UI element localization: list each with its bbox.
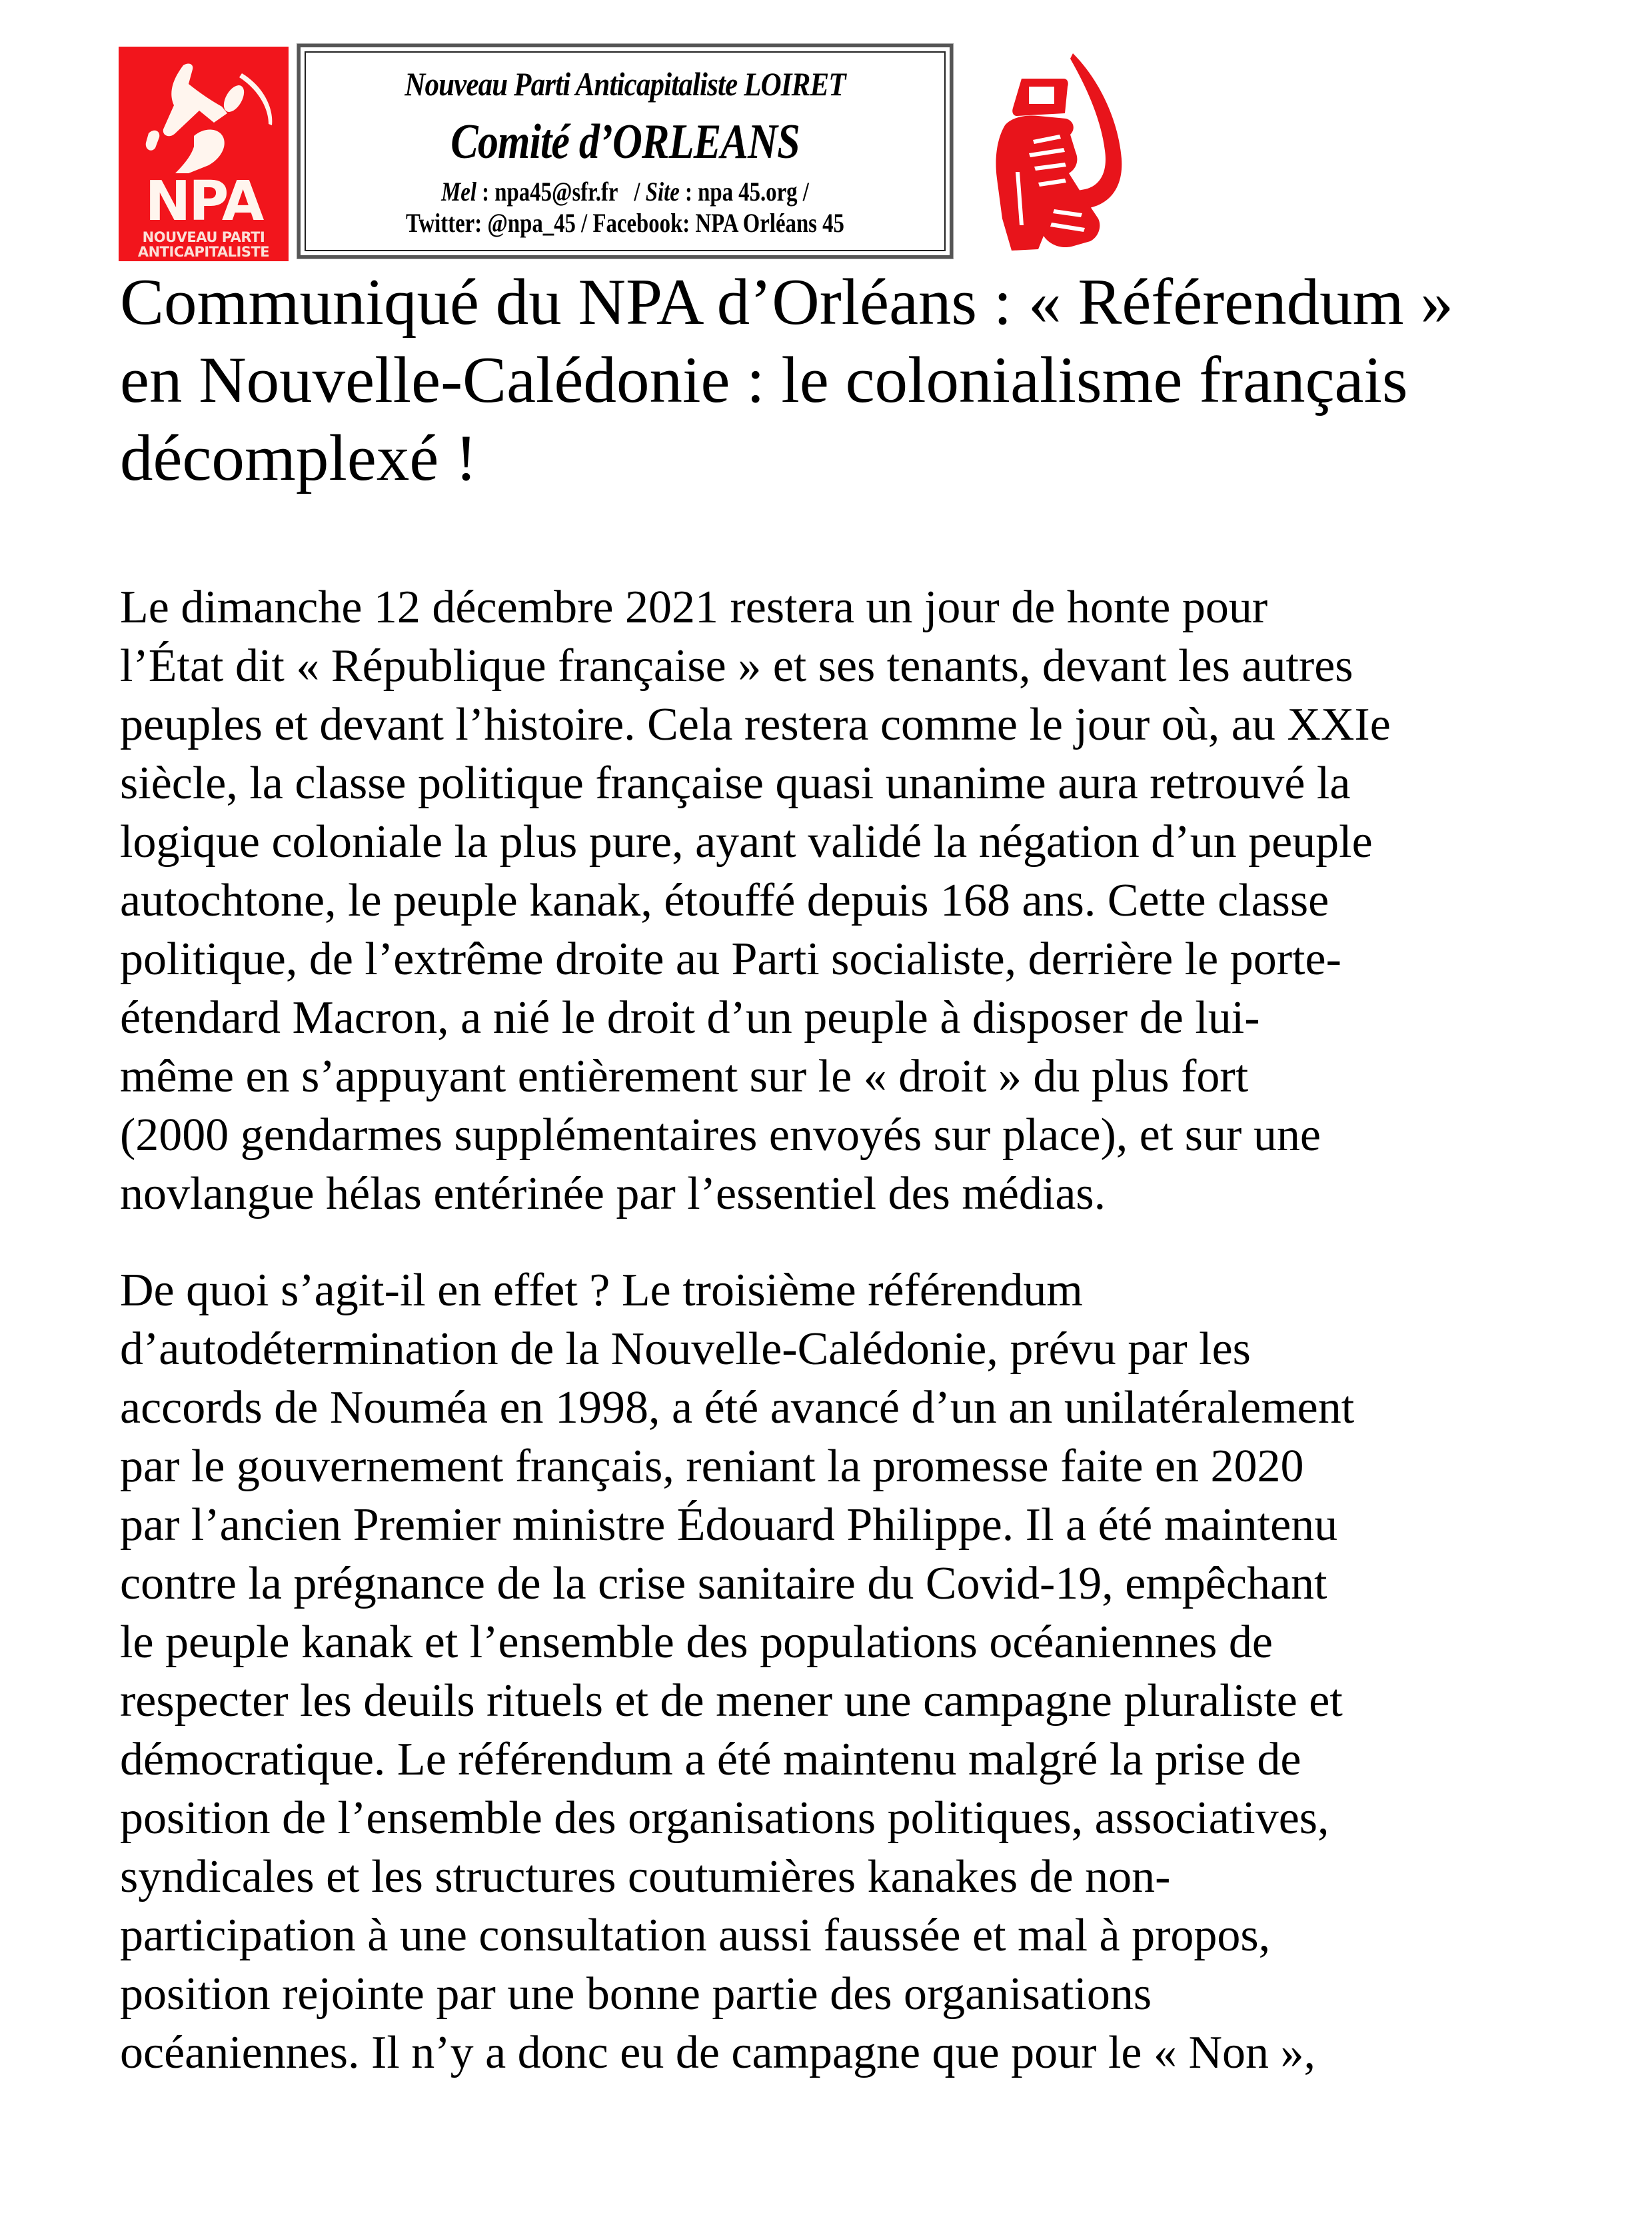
paragraph-2 xyxy=(120,1261,1559,2082)
organization-name: Nouveau Parti Anticapitaliste LOIRET xyxy=(405,65,846,103)
text-line: politique, de l’extrême droite au Parti socialiste, derrière le porte- xyxy=(120,934,1341,985)
site-label: Site xyxy=(645,177,680,207)
text-line: océaniennes. Il n’y a donc eu de campagne que pour le « Non », xyxy=(120,2027,1316,2078)
text-line: accords de Nouméa en 1998, a été avancé d’un an unilatéralement xyxy=(120,1382,1355,1433)
npa-logo xyxy=(119,47,289,261)
text-line: siècle, la classe politique française quasi unanime aura retrouvé la xyxy=(120,758,1351,809)
text-line: logique coloniale la plus pure, ayant validé la négation d’un peuple xyxy=(120,816,1373,868)
text-line: étendard Macron, a nié le droit d’un peuple à disposer de lui- xyxy=(120,992,1260,1044)
text-line: l’État dit « République française » et ses tenants, devant les autres xyxy=(120,640,1353,692)
mail-address[interactable]: npa45@sfr.fr xyxy=(494,177,618,207)
text-line: autochtone, le peuple kanak, étouffé depuis 168 ans. Cette classe xyxy=(120,875,1329,926)
title-line: en Nouvelle-Calédonie : le colonialisme français xyxy=(120,344,1408,416)
text-line: position rejointe par une bonne partie des organisations xyxy=(120,1968,1152,2020)
contact-line xyxy=(363,176,887,207)
article-body xyxy=(120,578,1559,2120)
text-line: (2000 gendarmes supplémentaires envoyés sur place), et sur une xyxy=(120,1110,1321,1161)
committee-name: Comité d’ORLEANS xyxy=(450,115,800,169)
fist-hammer-sickle-icon xyxy=(985,52,1128,252)
paragraph-1 xyxy=(120,578,1559,1223)
text-line: par le gouvernement français, reniant la promesse faite en 2020 xyxy=(120,1441,1304,1492)
text-line: respecter les deuils rituels et de mener une campagne pluraliste et xyxy=(120,1675,1343,1727)
text-line: position de l’ensemble des organisations politiques, associatives, xyxy=(120,1793,1329,1844)
site-address[interactable]: npa 45.org xyxy=(698,177,798,207)
social-line: Twitter: @npa_45 / Facebook: NPA Orléans 45 xyxy=(406,208,844,238)
text-line: démocratique. Le référendum a été maintenu malgré la prise de xyxy=(120,1734,1301,1785)
text-line: contre la prégnance de la crise sanitaire du Covid-19, empêchant xyxy=(120,1558,1327,1609)
npa-logo-letters: NPA xyxy=(145,170,263,233)
text-line: même en s’appuyant entièrement sur le « droit » du plus fort xyxy=(120,1051,1249,1102)
megaphone-fist-icon xyxy=(135,59,275,175)
mail-label: Mel xyxy=(441,177,476,207)
npa-logo-subtitle-line1: NOUVEAU PARTI xyxy=(142,229,265,245)
npa-logo-subtitle-line2: ANTICAPITALISTE xyxy=(137,244,270,260)
text-line: syndicales et les structures coutumières kanakes de non- xyxy=(120,1851,1171,1902)
slash-separator: / xyxy=(802,177,809,207)
text-line: participation à une consultation aussi faussée et mal à propos, xyxy=(120,1910,1271,1961)
text-line: d’autodétermination de la Nouvelle-Calédonie, prévu par les xyxy=(120,1323,1251,1375)
committee-info-box xyxy=(297,44,953,259)
label-separator: : xyxy=(684,177,698,207)
text-line: novlangue hélas entérinée par l’essentiel des médias. xyxy=(120,1168,1106,1219)
text-line: Le dimanche 12 décembre 2021 restera un jour de honte pour xyxy=(120,582,1268,633)
slash-separator: / xyxy=(623,177,646,207)
text-line: peuples et devant l’histoire. Cela restera comme le jour où, au XXIe xyxy=(120,699,1391,750)
article-title xyxy=(120,263,1553,497)
text-line: par l’ancien Premier ministre Édouard Philippe. Il a été maintenu xyxy=(120,1499,1338,1551)
text-line: le peuple kanak et l’ensemble des populations océaniennes de xyxy=(120,1617,1273,1668)
text-line: De quoi s’agit-il en effet ? Le troisième référendum xyxy=(120,1265,1083,1316)
title-line: décomplexé ! xyxy=(120,422,477,494)
label-separator: : xyxy=(482,177,495,207)
title-line: Communiqué du NPA d’Orléans : « Référendum » xyxy=(120,266,1453,339)
